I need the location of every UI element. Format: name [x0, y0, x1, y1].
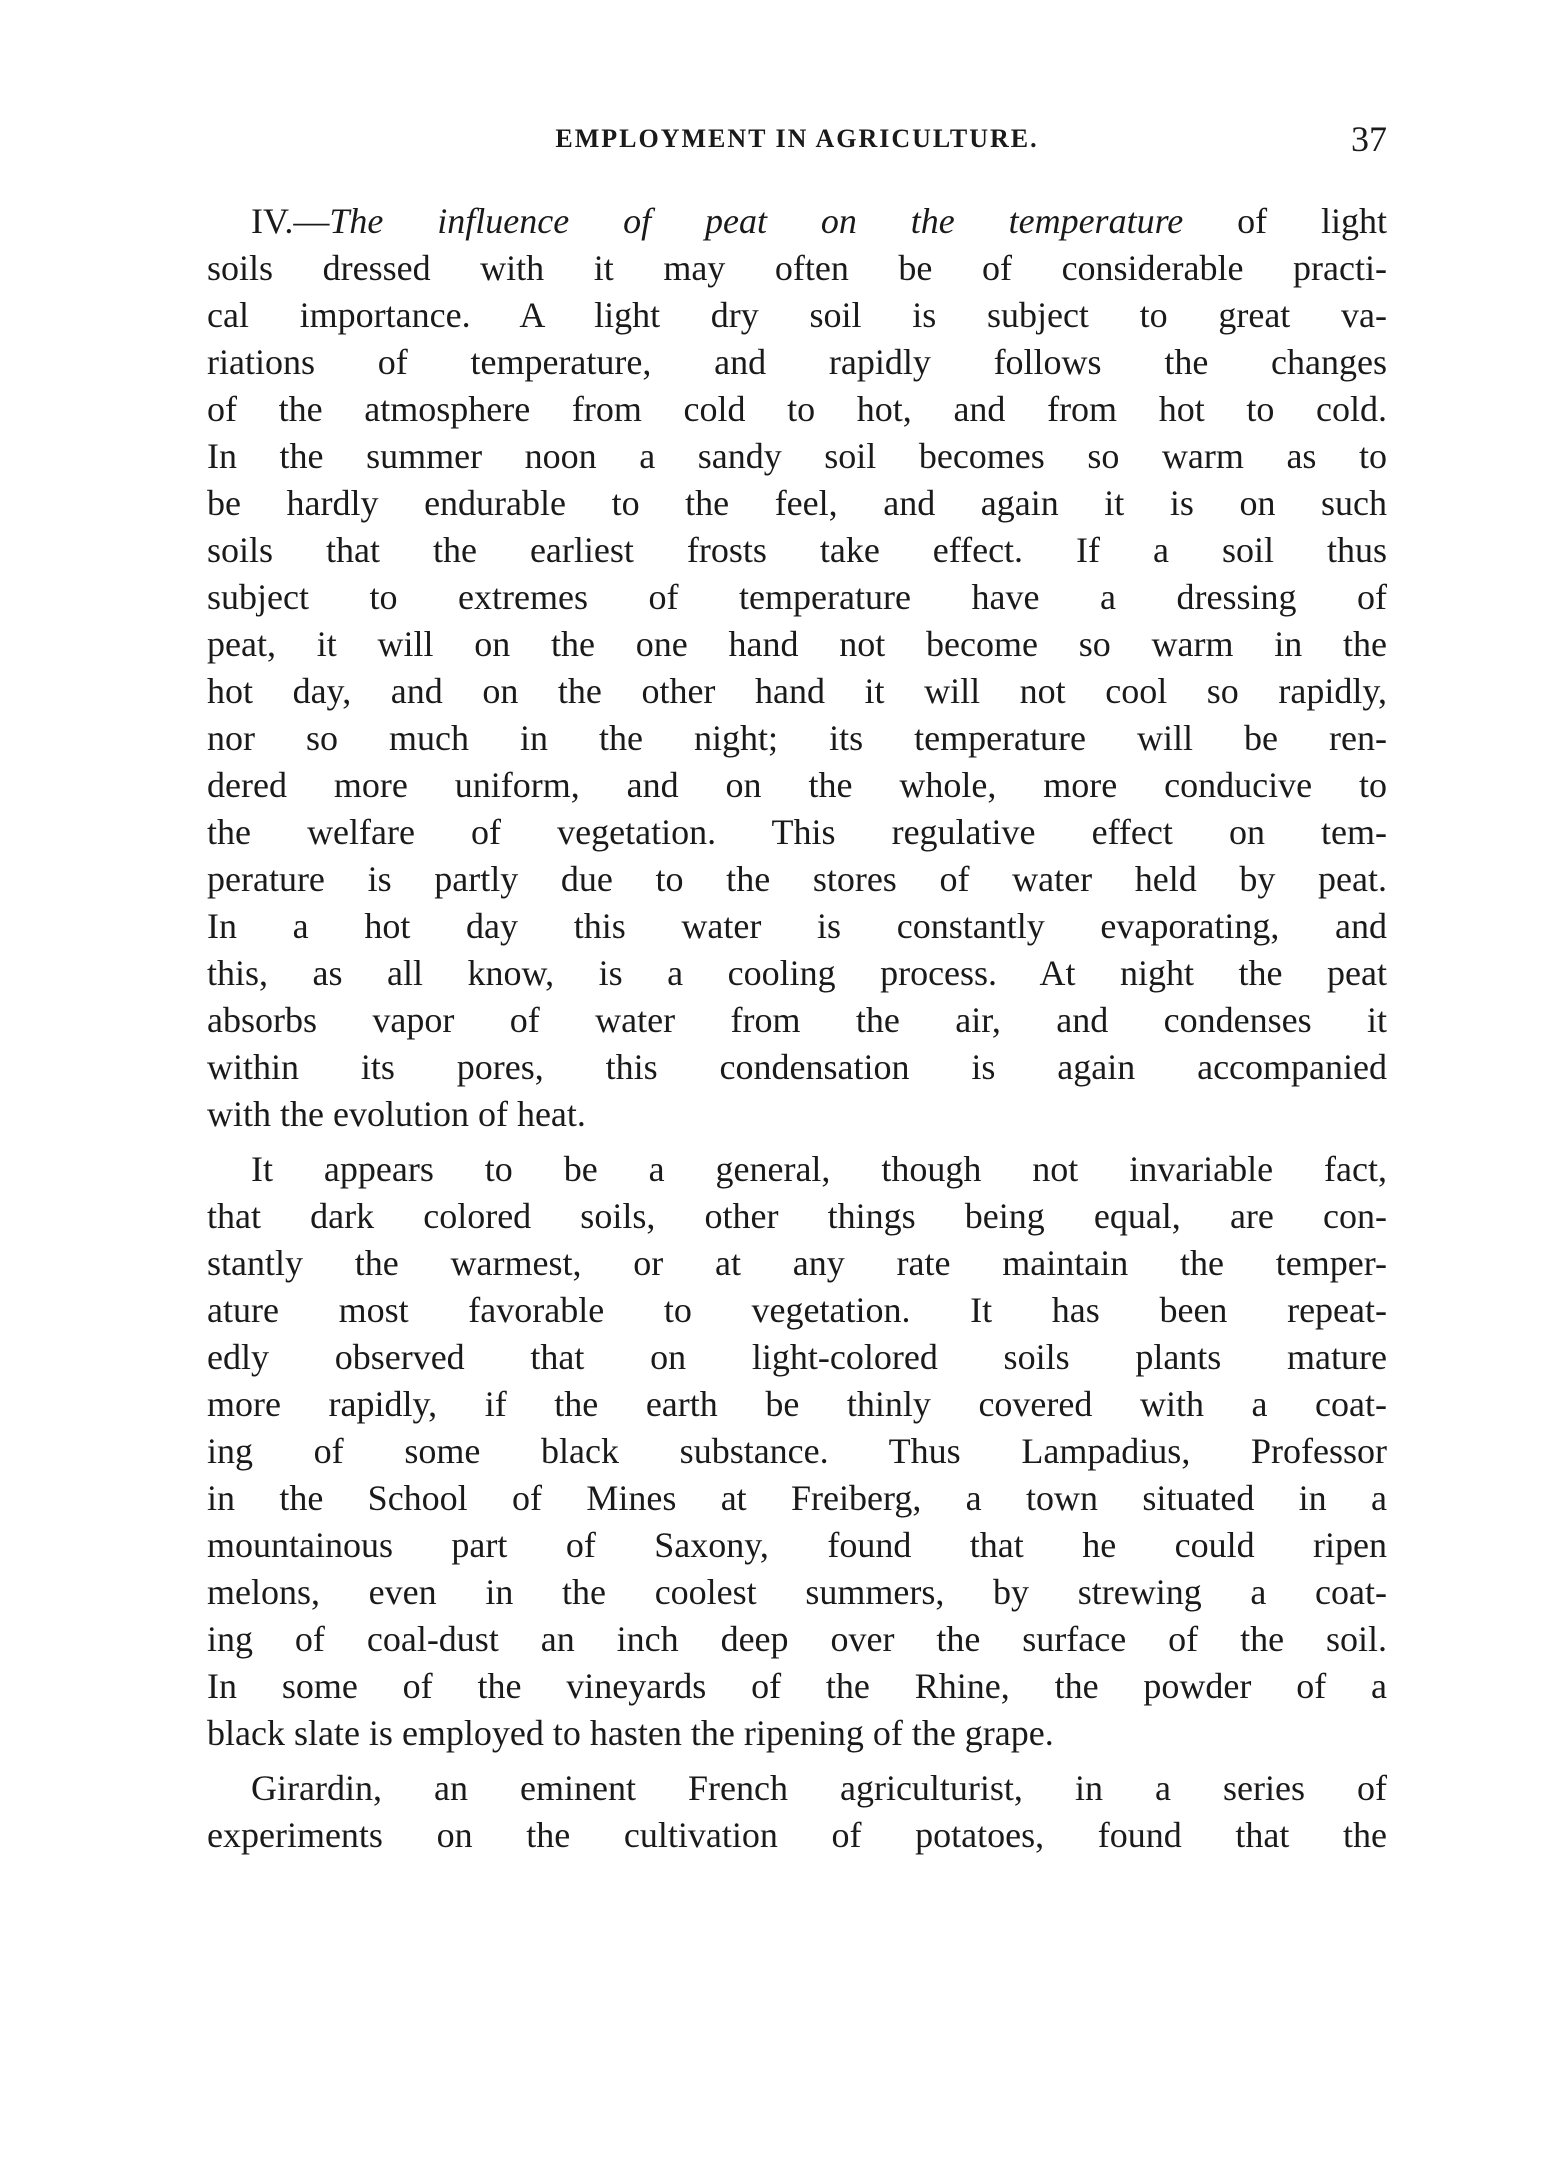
text-line: more rapidly, if the earth be thinly covered with a coat-: [207, 1384, 1387, 1424]
text-line: edly observed that on light-colored soils plants mature: [207, 1337, 1387, 1377]
text-line: In the summer noon a sandy soil becomes so warm as to: [207, 436, 1387, 476]
body-text: [207, 198, 1387, 1859]
text-line: black slate is employed to hasten the ripening of the grape.: [207, 1713, 1054, 1753]
page-number: 37: [1351, 119, 1387, 159]
text-line: within its pores, this condensation is again accompanied: [207, 1047, 1387, 1087]
text-line: soils that the earliest frosts take effect. If a soil thus: [207, 530, 1387, 570]
text-line: ature most favorable to vegetation. It has been repeat-: [207, 1290, 1387, 1330]
text-line: cal importance. A light dry soil is subject to great va-: [207, 295, 1387, 335]
text-line: riations of temperature, and rapidly follows the changes: [207, 342, 1387, 382]
text-line: peat, it will on the one hand not become so warm in the: [207, 624, 1387, 664]
text-line: mountainous part of Saxony, found that he could ripen: [207, 1525, 1387, 1565]
section-heading-italic: The influence of peat on the temperature: [329, 201, 1184, 241]
text-line: of the atmosphere from cold to hot, and from hot to cold.: [207, 389, 1387, 429]
text-line: this, as all know, is a cooling process. At night the peat: [207, 953, 1387, 993]
text-line: absorbs vapor of water from the air, and condenses it: [207, 1000, 1387, 1040]
text-line: be hardly endurable to the feel, and again it is on such: [207, 483, 1387, 523]
text-line: that dark colored soils, other things being equal, are con-: [207, 1196, 1387, 1236]
text-line: subject to extremes of temperature have a dressing of: [207, 577, 1387, 617]
text-line-tail: of light: [1183, 201, 1387, 241]
paragraph-girardin: [207, 1765, 1387, 1859]
section-numeral: IV.—: [251, 201, 330, 241]
text-line: the welfare of vegetation. This regulative effect on tem-: [207, 812, 1387, 852]
text-line: with the evolution of heat.: [207, 1094, 586, 1134]
text-line: experiments on the cultivation of potatoes, found that the: [207, 1815, 1387, 1855]
text-line: ing of some black substance. Thus Lampadius, Professor: [207, 1431, 1387, 1471]
text-line: soils dressed with it may often be of considerable practi-: [207, 248, 1387, 288]
text-line: perature is partly due to the stores of water held by peat.: [207, 859, 1387, 899]
text-line: It appears to be a general, though not invariable fact,: [251, 1149, 1387, 1189]
text-line: dered more uniform, and on the whole, more conducive to: [207, 765, 1387, 805]
paragraph-dark-soils: [207, 1146, 1387, 1757]
text-line: in the School of Mines at Freiberg, a town situated in a: [207, 1478, 1387, 1518]
text-line: In a hot day this water is constantly evaporating, and: [207, 906, 1387, 946]
paragraph-peat-temperature: [207, 198, 1387, 1138]
running-head: [207, 118, 1387, 168]
text-line: nor so much in the night; its temperature will be ren-: [207, 718, 1387, 758]
text-line: ing of coal-dust an inch deep over the surface of the soil.: [207, 1619, 1387, 1659]
text-line: In some of the vineyards of the Rhine, the powder of a: [207, 1666, 1387, 1706]
running-title: EMPLOYMENT IN AGRICULTURE.: [555, 124, 1039, 153]
text-line: [207, 198, 1387, 245]
text-line: melons, even in the coolest summers, by strewing a coat-: [207, 1572, 1387, 1612]
text-line: Girardin, an eminent French agriculturist, in a series of: [251, 1768, 1387, 1808]
text-line: hot day, and on the other hand it will not cool so rapidly,: [207, 671, 1387, 711]
text-line: stantly the warmest, or at any rate maintain the temper-: [207, 1243, 1387, 1283]
